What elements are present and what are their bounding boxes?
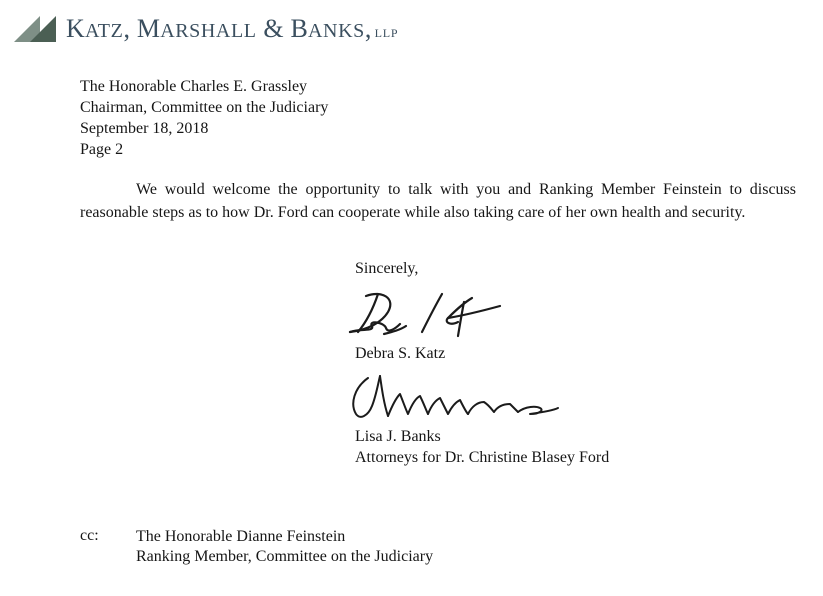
cc-label: cc: bbox=[80, 527, 99, 544]
cc-recipient bbox=[136, 527, 433, 567]
firm-name: KATZ, MARSHALL & BANKS, LLP bbox=[66, 14, 399, 43]
letterhead bbox=[14, 12, 398, 46]
closing: Sincerely, bbox=[355, 260, 419, 277]
letter-date: September 18, 2018 bbox=[80, 120, 209, 137]
page-number: Page 2 bbox=[80, 141, 124, 158]
cc-recipient-name: The Honorable Dianne Feinstein bbox=[136, 528, 346, 545]
recipient-header bbox=[80, 76, 328, 160]
triangle-logo-icon bbox=[14, 16, 56, 42]
body-paragraph: We would welcome the opportunity to talk with you and Ranking Member Feinstein to discuss reasonable steps as to how Dr. Ford can cooperate while also taking care of her own health and security. bbox=[80, 181, 796, 221]
cc-recipient-title: Ranking Member, Committee on the Judiciary bbox=[136, 548, 434, 565]
attorneys-for-line: Attorneys for Dr. Christine Blasey Ford bbox=[355, 449, 610, 466]
recipient-name: The Honorable Charles E. Grassley bbox=[80, 78, 308, 95]
signer1-name: Debra S. Katz bbox=[355, 345, 446, 362]
banks-signature-image bbox=[344, 370, 562, 426]
recipient-title: Chairman, Committee on the Judiciary bbox=[80, 99, 329, 116]
signer2-name: Lisa J. Banks bbox=[355, 428, 441, 445]
katz-signature-image bbox=[344, 288, 516, 340]
